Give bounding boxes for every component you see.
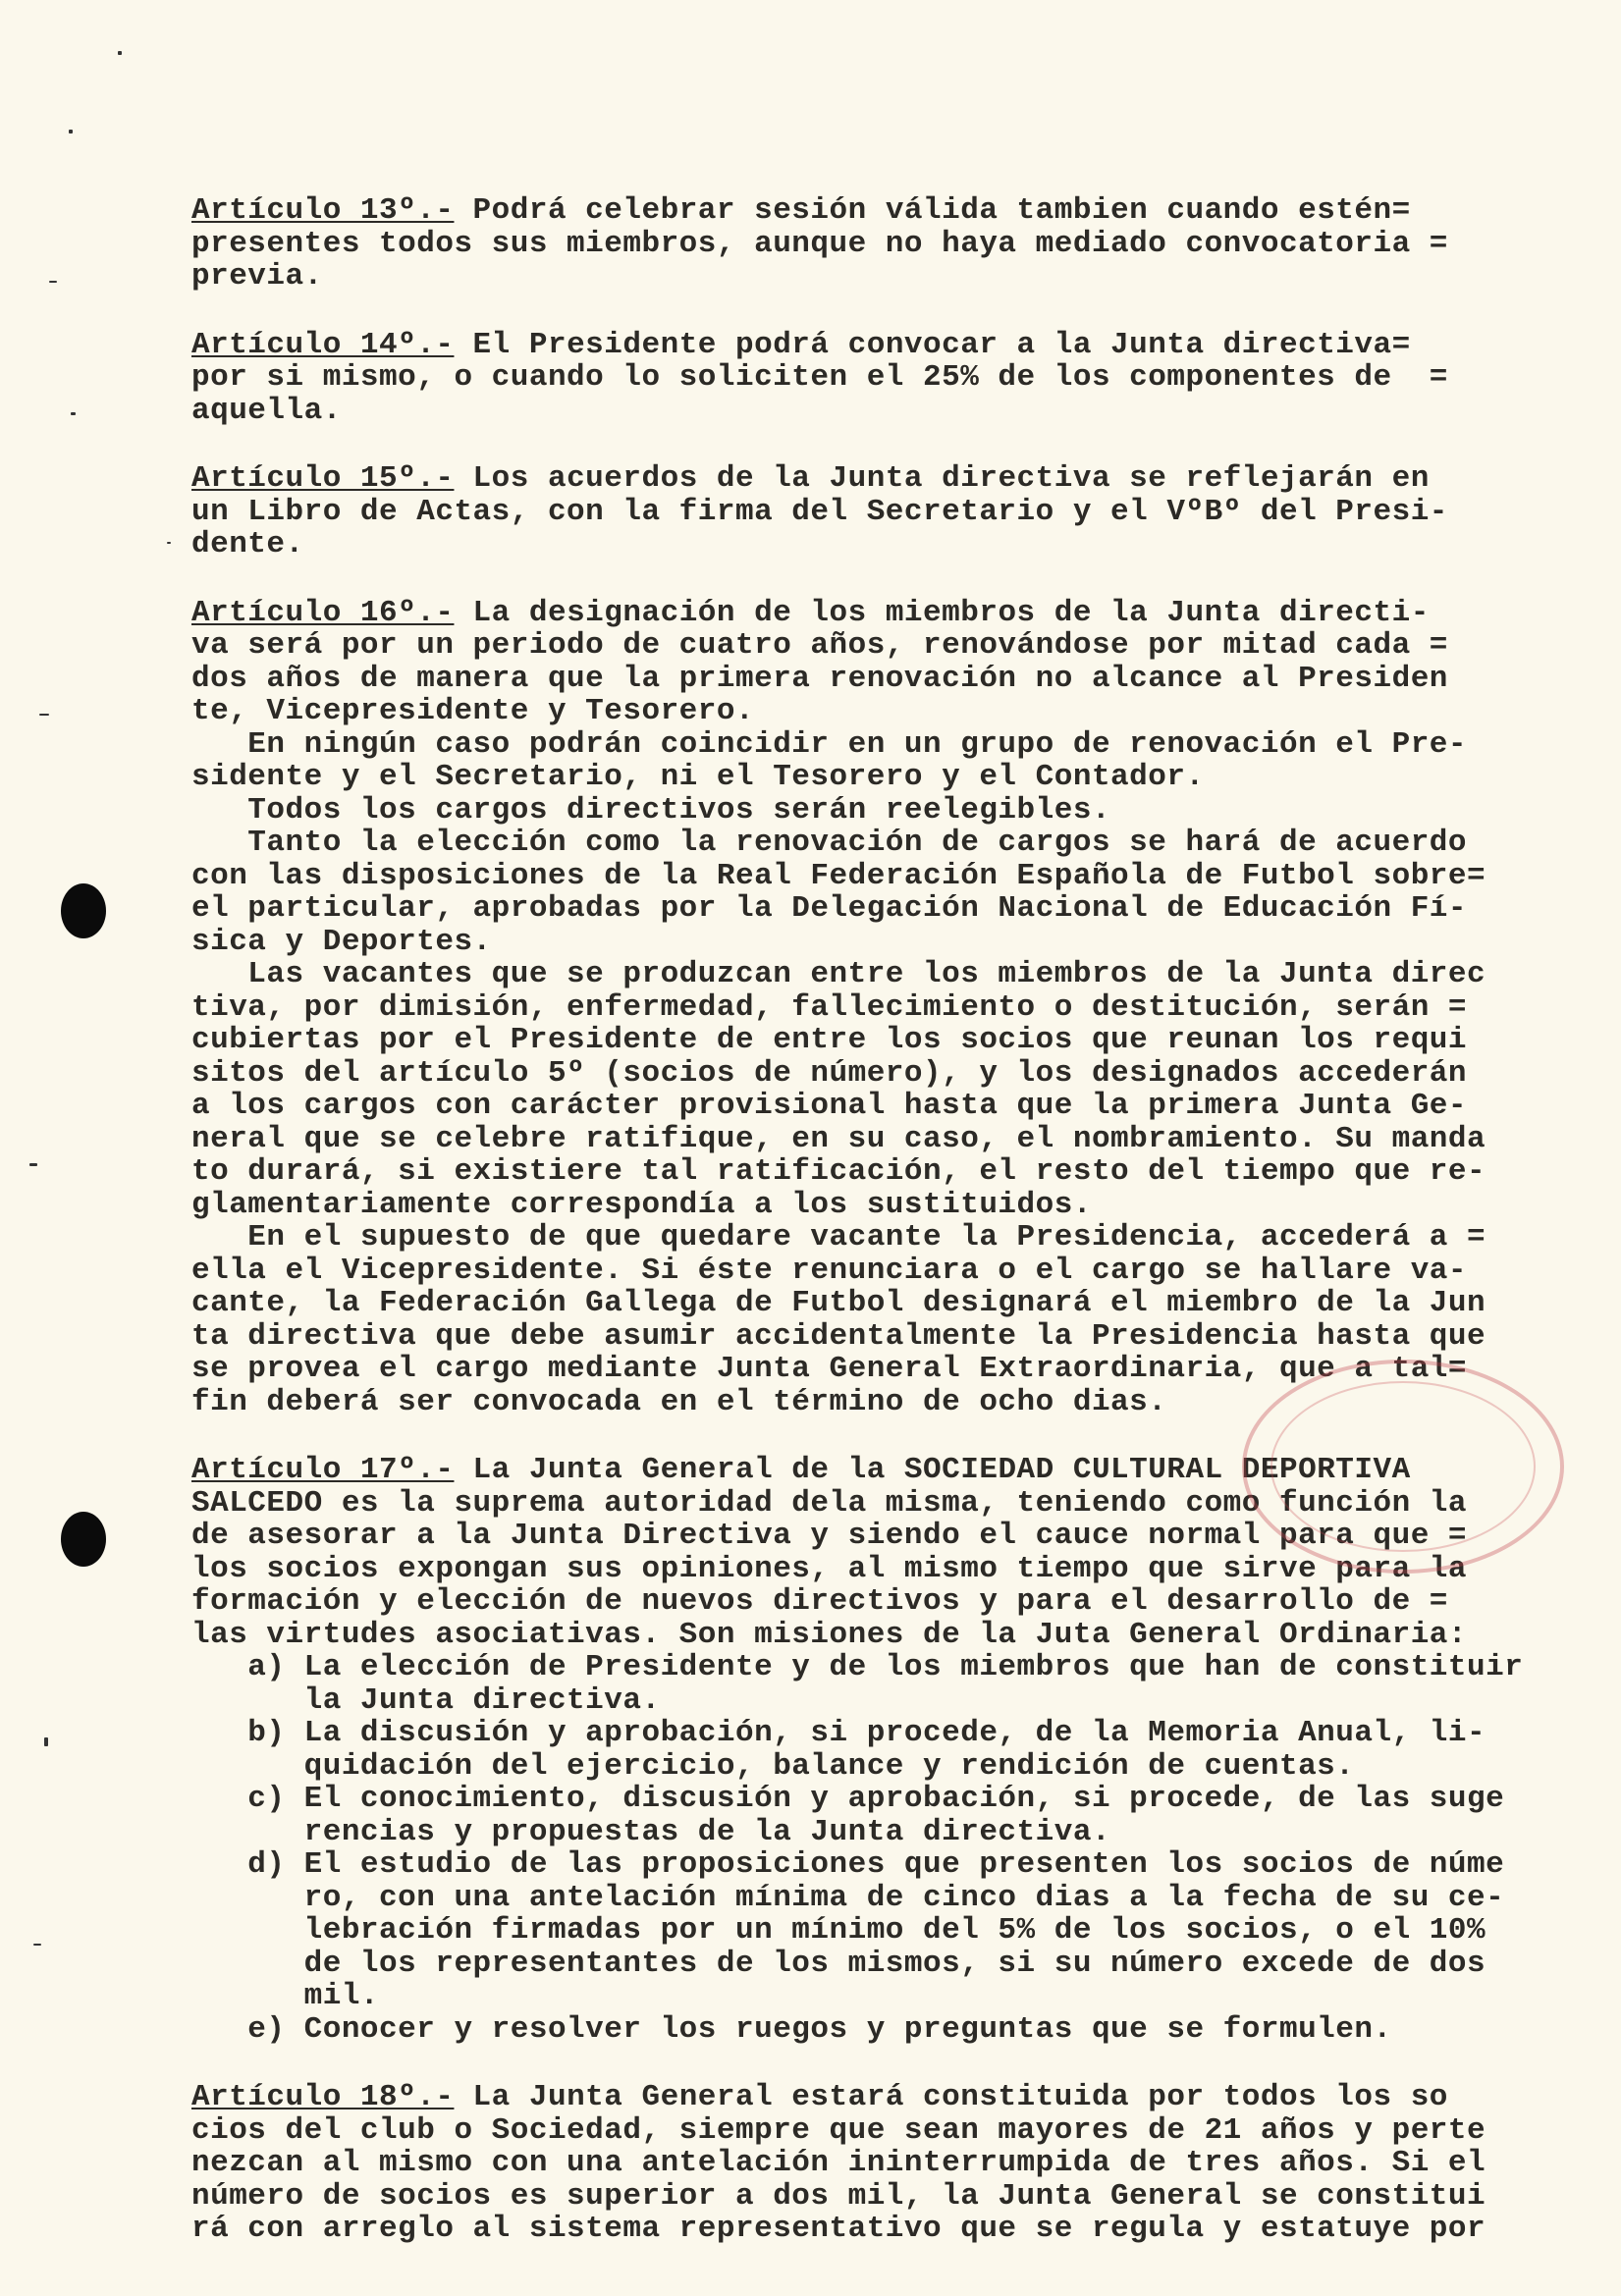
article-line: El Presidente podrá convocar a la Junta directiva=: [454, 327, 1411, 362]
article-first-line: [191, 329, 1576, 362]
article-line: previa.: [191, 259, 323, 294]
article-heading: Artículo 16º.-: [191, 595, 455, 630]
article-first-line: [191, 462, 1576, 496]
punch-hole-bottom: [61, 1512, 106, 1567]
article-line: rencias y propuestas de la Junta directiva.: [191, 1814, 1111, 1849]
article-line: glamentariamente correspondía a los sustituidos.: [191, 1187, 1092, 1222]
article-line: ro, con una antelación mínima de cinco dias a la fecha de su ce-: [191, 1880, 1505, 1915]
article-18: [191, 2081, 1576, 2246]
article-line: a) La elección de Presidente y de los miembros que han de constituir: [191, 1650, 1524, 1684]
article-line: Las vacantes que se produzcan entre los miembros de la Junta direc: [191, 957, 1486, 991]
article-line: te, Vicepresidente y Tesorero.: [191, 694, 755, 728]
article-line: los socios expongan sus opiniones, al mismo tiempo que sirve para la: [191, 1551, 1468, 1586]
scan-speck: [39, 714, 49, 716]
article-line: con las disposiciones de la Real Federación Española de Futbol sobre=: [191, 858, 1486, 893]
article-line: SALCEDO es la suprema autoridad dela misma, teniendo como función la: [191, 1485, 1468, 1521]
document-body: [191, 194, 1576, 2281]
article-line: la Junta directiva.: [191, 1682, 661, 1718]
article-line: neral que se celebre ratifique, en su caso, el nombramiento. Su manda: [191, 1121, 1486, 1156]
scan-speck: [49, 281, 57, 283]
article-line: La Junta General estará constituida por todos los so: [454, 2080, 1448, 2114]
scan-speck: [118, 51, 122, 55]
article-line: las virtudes asociativas. Son misiones de la Juta General Ordinaria:: [191, 1617, 1468, 1652]
scan-speck: [69, 130, 73, 133]
article-line: nezcan al mismo con una antelación ininterrumpida de tres años. Si el: [191, 2146, 1486, 2180]
article-first-line: [191, 597, 1576, 630]
article-line: cante, la Federación Gallega de Futbol designará el miembro de la Jun: [191, 1286, 1486, 1320]
article-line: b) La discusión y aprobación, si procede, de la Memoria Anual, li-: [191, 1716, 1486, 1750]
article-line: lebración firmadas por un mínimo del 5% de los socios, o el 10%: [191, 1913, 1486, 1948]
article-line: La designación de los miembros de la Junta directi-: [454, 595, 1430, 630]
article-line: dos años de manera que la primera renovación no alcance al Presiden: [191, 661, 1448, 696]
article-line: cubiertas por el Presidente de entre los socios que reunan los requi: [191, 1023, 1468, 1057]
article-line: de los representantes de los mismos, si su número excede de dos: [191, 1946, 1486, 1981]
article-line: presentes todos sus miembros, aunque no haya mediado convocatoria =: [191, 226, 1448, 261]
article-line: sica y Deportes.: [191, 924, 492, 959]
article-line: Podrá celebrar sesión válida tambien cuando estén=: [454, 193, 1411, 228]
article-15: [191, 462, 1576, 561]
article-line: c) El conocimiento, discusión y aprobación, si procede, de las suge: [191, 1782, 1505, 1816]
scan-speck: [44, 1737, 48, 1746]
article-heading: Artículo 14º.-: [191, 327, 455, 362]
article-line: aquella.: [191, 393, 342, 428]
article-first-line: [191, 194, 1576, 228]
article-line: e) Conocer y resolver los ruegos y preguntas que se formulen.: [191, 2011, 1392, 2047]
article-line: cios del club o Sociedad, siempre que sean mayores de 21 años y perte: [191, 2112, 1486, 2148]
article-line: fin deberá ser convocada en el término de ocho dias.: [191, 1384, 1167, 1419]
article-line: Tanto la elección como la renovación de cargos se hará de acuerdo: [191, 826, 1468, 860]
article-line: de asesorar a la Junta Directiva y siendo el cauce normal para que =: [191, 1519, 1468, 1553]
article-line: dente.: [191, 527, 304, 561]
article-line: to durará, si existiere tal ratificación, el resto del tiempo que re-: [191, 1154, 1486, 1189]
article-line: formación y elección de nuevos directivos y para el desarrollo de =: [191, 1584, 1448, 1619]
article-line: Los acuerdos de la Junta directiva se reflejarán en: [454, 461, 1430, 496]
article-line: un Libro de Actas, con la firma del Secretario y el VºBº del Presi-: [191, 494, 1448, 529]
article-heading: Artículo 17º.-: [191, 1453, 455, 1487]
article-line: Todos los cargos directivos serán reelegibles.: [191, 792, 1111, 828]
article-16: [191, 597, 1576, 1419]
article-first-line: [191, 2081, 1576, 2114]
scan-speck: [29, 1163, 37, 1166]
article-line: quidación del ejercicio, balance y rendición de cuentas.: [191, 1748, 1355, 1784]
article-line: La Junta General de la SOCIEDAD CULTURAL DEPORTIVA: [454, 1453, 1411, 1487]
article-line: ella el Vicepresidente. Si éste renunciara o el cargo se hallare va-: [191, 1253, 1468, 1288]
scan-speck: [167, 542, 171, 544]
article-line: mil.: [191, 1979, 380, 2013]
article-line: En el supuesto de que quedare vacante la Presidencia, accederá a =: [191, 1220, 1486, 1255]
article-line: ta directiva que debe asumir accidentalmente la Presidencia hasta que: [191, 1318, 1486, 1354]
article-line: rá con arreglo al sistema representativo que se regula y estatuye por: [191, 2212, 1486, 2246]
scan-speck: [71, 412, 76, 415]
article-line: se provea el cargo mediante Junta General Extraordinaria, que a tal=: [191, 1352, 1468, 1386]
article-heading: Artículo 15º.-: [191, 461, 455, 496]
article-line: tiva, por dimisión, enfermedad, fallecimiento o destitución, serán =: [191, 989, 1468, 1025]
article-14: [191, 329, 1576, 428]
article-13: [191, 194, 1576, 294]
rubber-stamp-ring: [1270, 1381, 1536, 1552]
article-line: a los cargos con carácter provisional hasta que la primera Junta Ge-: [191, 1089, 1468, 1123]
article-heading: Artículo 18º.-: [191, 2080, 455, 2114]
article-heading: Artículo 13º.-: [191, 193, 455, 228]
article-line: número de socios es superior a dos mil, la Junta General se constitui: [191, 2178, 1486, 2214]
article-line: el particular, aprobadas por la Delegación Nacional de Educación Fí-: [191, 891, 1468, 926]
article-line: sidente y el Secretario, ni el Tesorero y el Contador.: [191, 760, 1205, 794]
article-line: sitos del artículo 5º (socios de número), y los designados accederán: [191, 1055, 1468, 1091]
punch-hole-top: [61, 883, 106, 938]
article-line: En ningún caso podrán coincidir en un grupo de renovación el Pre-: [191, 726, 1468, 762]
scan-speck: [33, 1944, 41, 1946]
article-line: d) El estudio de las proposiciones que presenten los socios de núme: [191, 1847, 1505, 1882]
rubber-stamp: [1242, 1360, 1564, 1574]
article-line: por si mismo, o cuando lo soliciten el 25% de los componentes de =: [191, 360, 1448, 395]
article-line: va será por un periodo de cuatro años, renovándose por mitad cada =: [191, 628, 1448, 663]
